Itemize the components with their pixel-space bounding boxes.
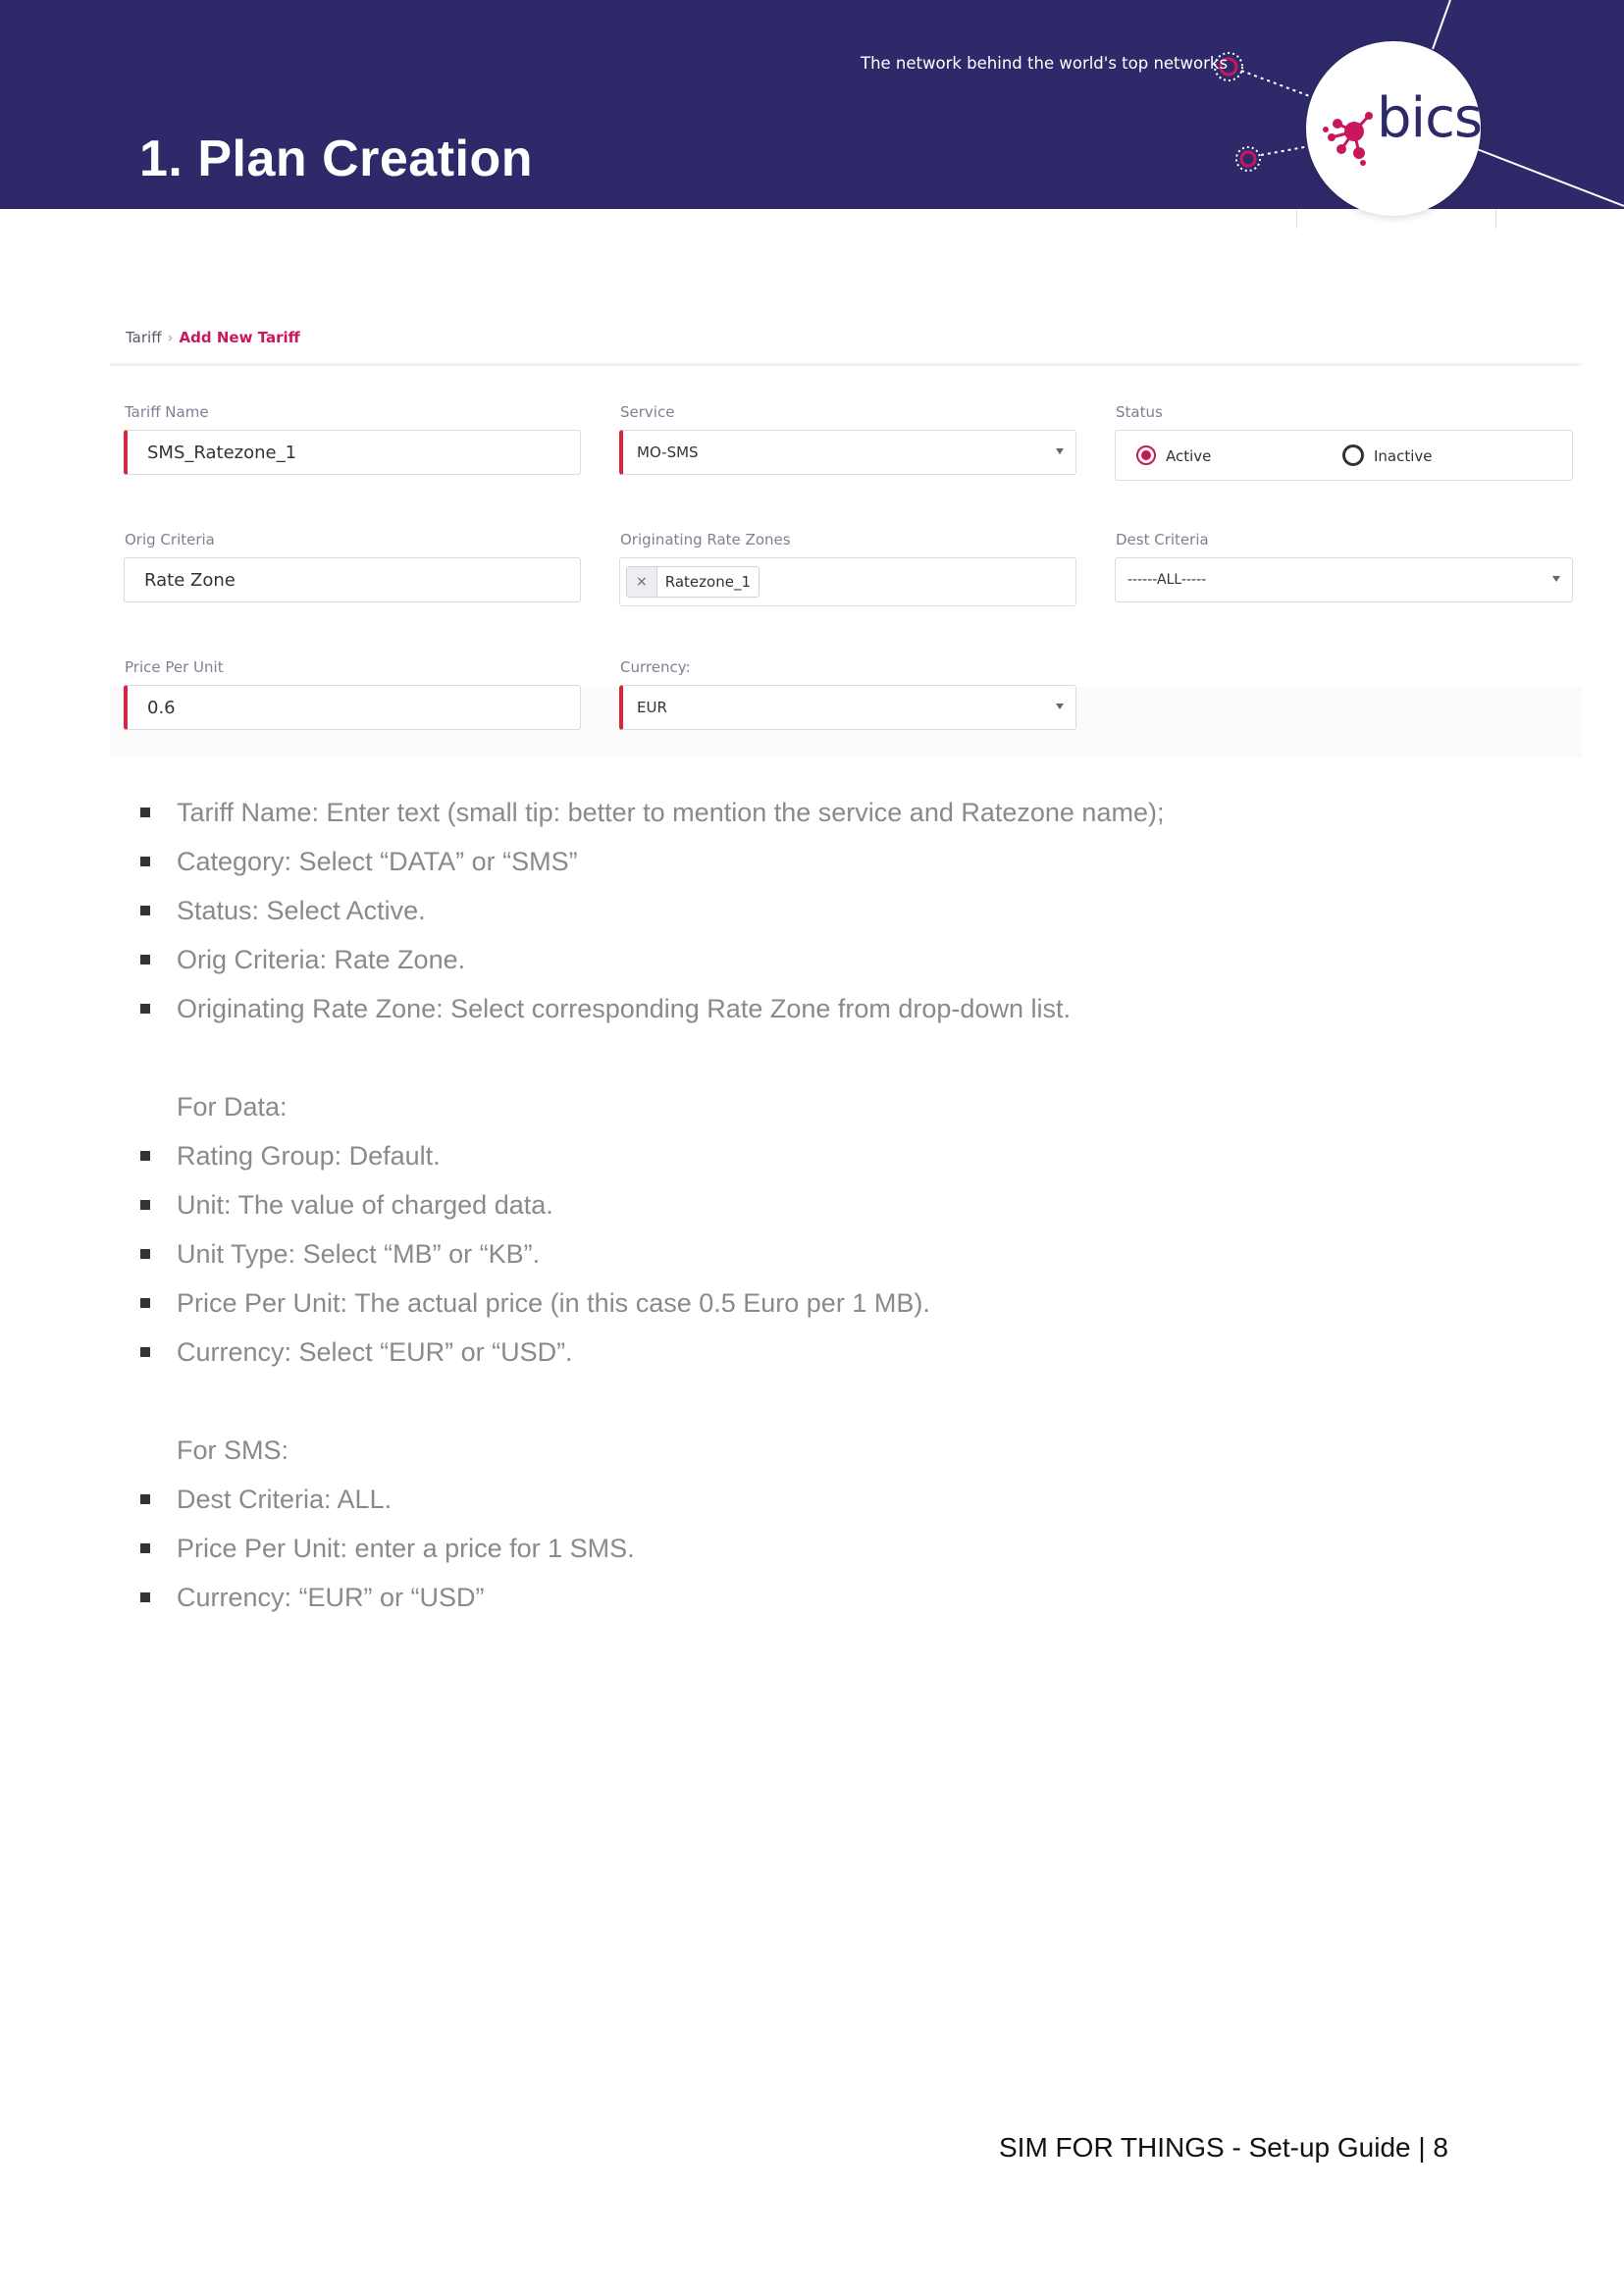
bullet-icon xyxy=(140,1347,150,1357)
service-value: MO-SMS xyxy=(637,443,699,461)
currency-value: EUR xyxy=(637,699,667,716)
breadcrumb-tariff-link[interactable]: Tariff xyxy=(126,329,162,346)
dest-criteria-select[interactable] xyxy=(1115,557,1573,602)
orig-criteria-label: Orig Criteria xyxy=(125,531,215,548)
currency-label: Currency: xyxy=(620,658,691,676)
tariff-name-input[interactable] xyxy=(124,430,581,475)
currency-select[interactable] xyxy=(619,685,1076,730)
tariff-name-label: Tariff Name xyxy=(125,403,209,421)
rate-zone-tag xyxy=(626,566,760,598)
caret-down-icon xyxy=(1552,576,1560,582)
status-label: Status xyxy=(1116,403,1163,421)
data-heading: For Data: xyxy=(177,1092,288,1121)
bullet-icon xyxy=(140,1543,150,1553)
instruction-item: Rating Group: Default. xyxy=(177,1141,441,1171)
instruction-item: Unit: The value of charged data. xyxy=(177,1190,553,1220)
instruction-item: Originating Rate Zone: Select corresponding Rate Zone from drop-down list. xyxy=(177,994,1071,1023)
tagline: The network behind the world's top networks xyxy=(861,54,1229,73)
bullet-icon xyxy=(140,1151,150,1161)
sms-heading: For SMS: xyxy=(177,1435,289,1465)
status-inactive-radio[interactable] xyxy=(1342,444,1364,466)
logo-text: bics xyxy=(1377,86,1483,150)
instruction-item: Status: Select Active. xyxy=(177,896,426,925)
price-per-unit-input[interactable] xyxy=(124,685,581,730)
page-footer: SIM FOR THINGS - Set-up Guide | 8 xyxy=(999,2132,1448,2163)
divider xyxy=(1296,209,1297,229)
orig-criteria-input[interactable] xyxy=(124,557,581,602)
bullet-icon xyxy=(140,857,150,866)
bullet-icon xyxy=(140,906,150,915)
instruction-item: Currency: “EUR” or “USD” xyxy=(177,1583,485,1612)
bullet-icon xyxy=(140,1494,150,1504)
price-per-unit-label: Price Per Unit xyxy=(125,658,224,676)
bullet-icon xyxy=(140,1249,150,1259)
dest-criteria-value: ------ALL----- xyxy=(1127,572,1207,588)
status-inactive-label[interactable]: Inactive xyxy=(1374,447,1433,465)
bullet-icon xyxy=(140,1298,150,1308)
dest-criteria-label: Dest Criteria xyxy=(1116,531,1209,548)
instruction-item: Currency: Select “EUR” or “USD”. xyxy=(177,1337,573,1367)
page-title: 1. Plan Creation xyxy=(139,130,533,187)
instruction-item: Dest Criteria: ALL. xyxy=(177,1485,393,1514)
status-active-label[interactable]: Active xyxy=(1166,447,1212,465)
service-select[interactable] xyxy=(619,430,1076,475)
caret-down-icon xyxy=(1056,704,1064,709)
instruction-item: Price Per Unit: enter a price for 1 SMS. xyxy=(177,1534,635,1563)
bullet-icon xyxy=(140,955,150,965)
price-per-unit-value: 0.6 xyxy=(147,697,176,718)
instruction-item: Unit Type: Select “MB” or “KB”. xyxy=(177,1239,541,1269)
breadcrumb xyxy=(126,329,300,346)
divider xyxy=(110,363,1582,366)
bullet-icon xyxy=(140,1004,150,1014)
tariff-name-value: SMS_Ratezone_1 xyxy=(147,442,297,463)
bullet-icon xyxy=(140,1200,150,1210)
status-active-radio[interactable] xyxy=(1136,445,1156,465)
caret-down-icon xyxy=(1056,448,1064,454)
instruction-item: Tariff Name: Enter text (small tip: better to mention the service and Ratezone name); xyxy=(177,798,1165,827)
tag-remove-icon[interactable]: × xyxy=(627,567,657,597)
instruction-item: Price Per Unit: The actual price (in this case 0.5 Euro per 1 MB). xyxy=(177,1288,930,1318)
orig-criteria-value: Rate Zone xyxy=(144,569,236,591)
instruction-item: Category: Select “DATA” or “SMS” xyxy=(177,847,578,876)
instruction-item: Orig Criteria: Rate Zone. xyxy=(177,945,466,974)
divider xyxy=(1495,209,1496,229)
bullet-icon xyxy=(140,808,150,817)
bullet-icon xyxy=(140,1592,150,1602)
orig-rate-zones-label: Originating Rate Zones xyxy=(620,531,791,548)
rate-zone-tag-label: Ratezone_1 xyxy=(664,573,751,591)
service-label: Service xyxy=(620,403,675,421)
breadcrumb-current: Add New Tariff xyxy=(179,329,300,346)
chevron-right-icon: › xyxy=(167,329,174,346)
